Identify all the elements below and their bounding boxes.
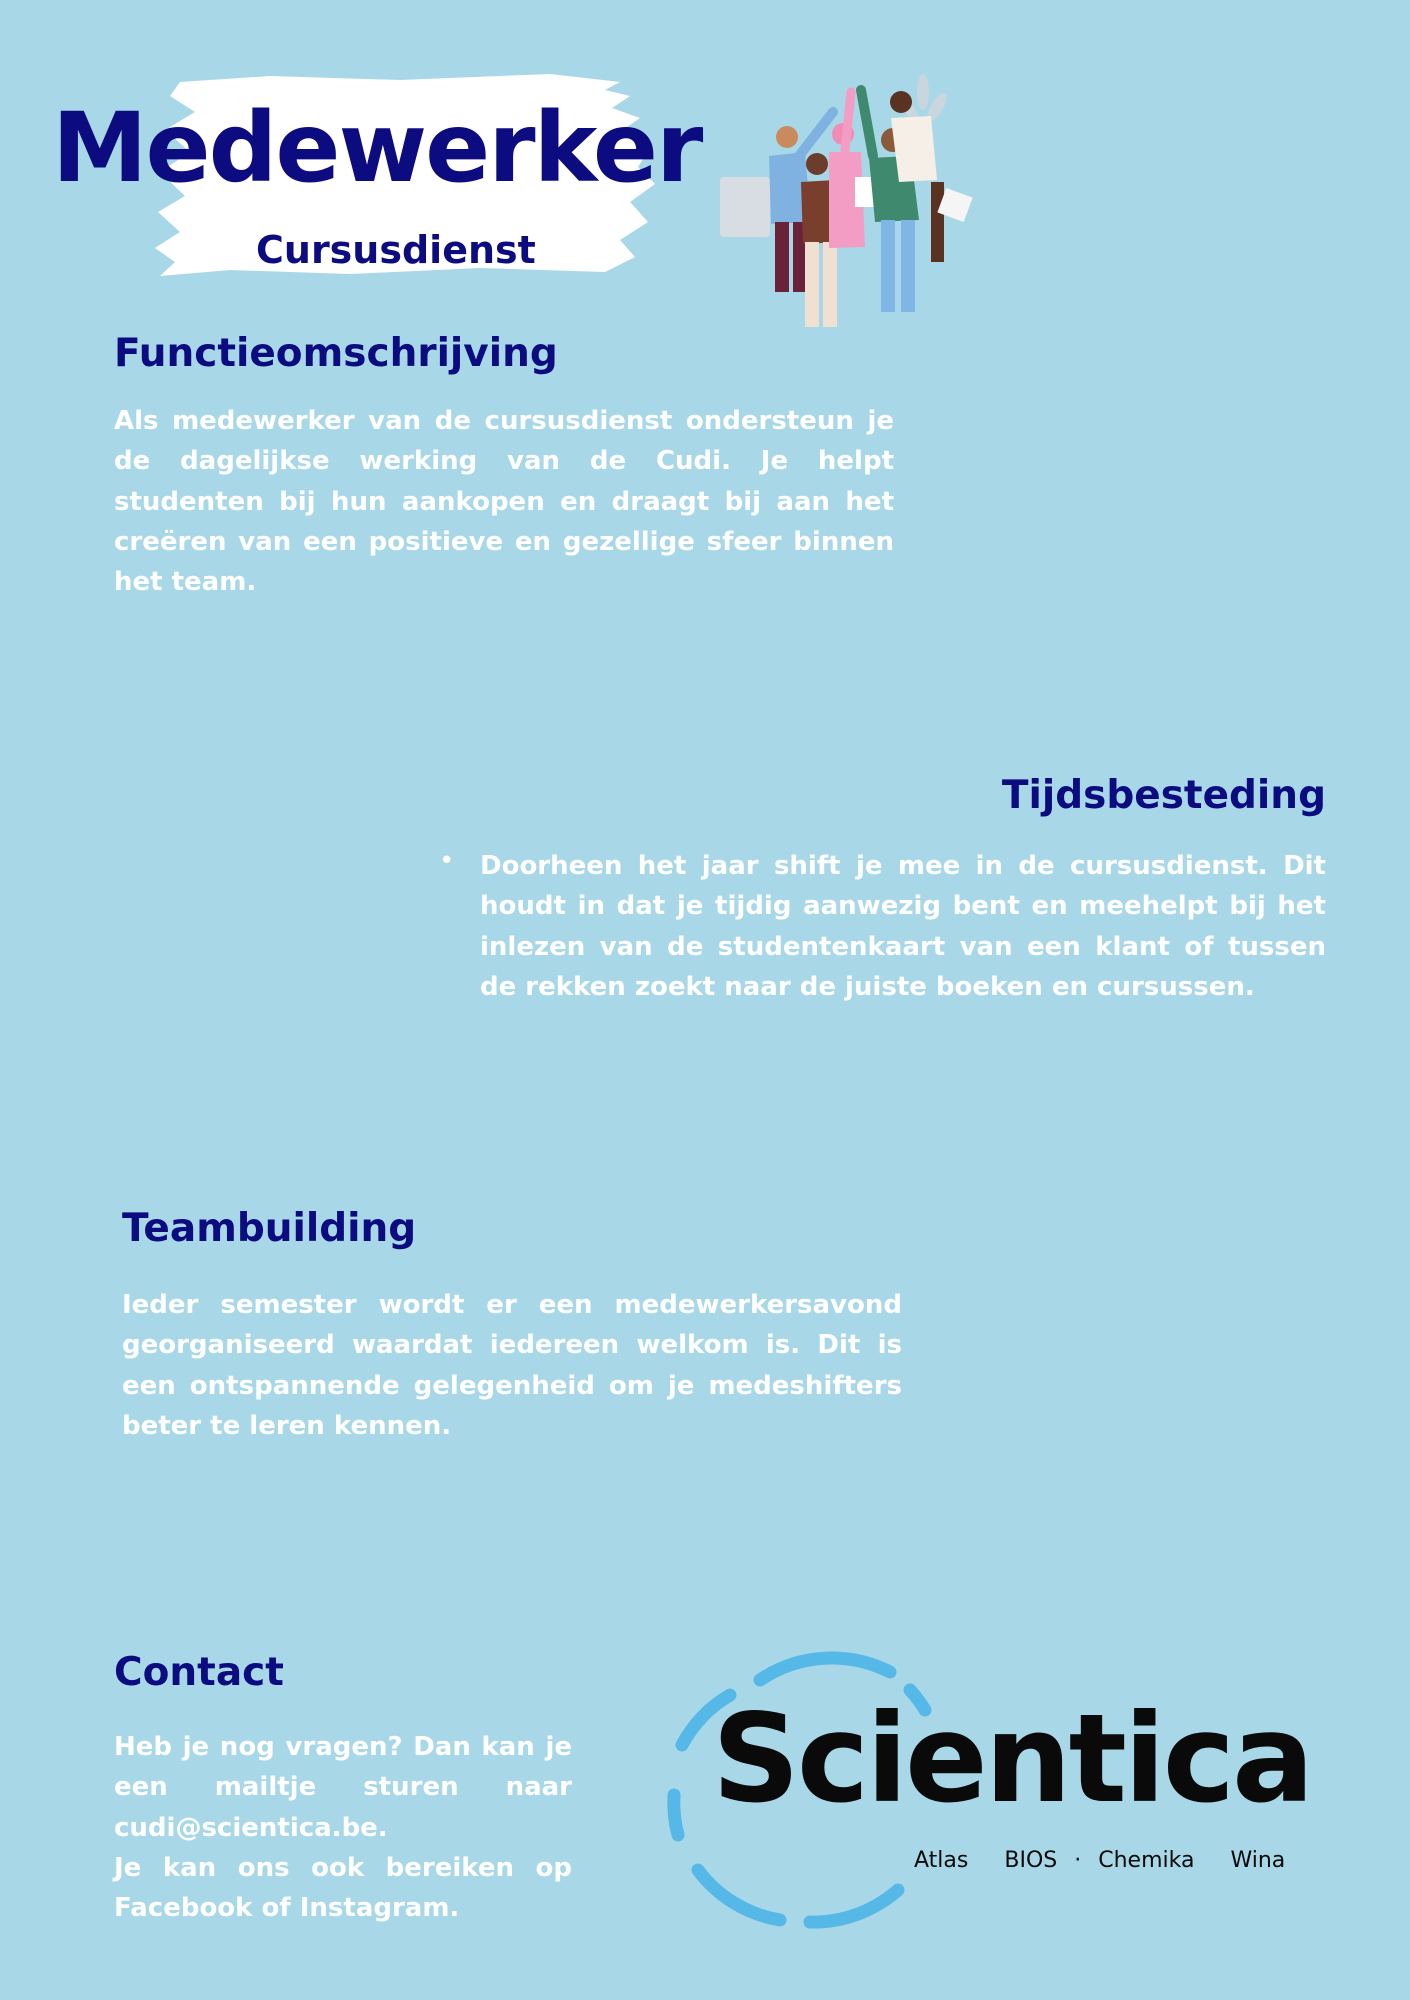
contact-line-2: Je kan ons ook bereiken op Facebook of Instagram. bbox=[114, 1852, 572, 1924]
page-title: Medewerker bbox=[52, 92, 702, 204]
section-heading-tijd: Tijdsbesteding bbox=[1001, 773, 1326, 818]
tagline-atlas: Atlas bbox=[914, 1848, 969, 1873]
tijd-bullet-text: Doorheen het jaar shift je mee in de cursusdienst. Dit houdt in dat je tijdig aanwezig bent en meehelpt bij het inlezen van de studentenkaart van een klant of tussen de rekken zoekt naar de juiste boeken en cursussen. bbox=[480, 851, 1326, 1002]
scientica-logo bbox=[660, 1650, 1320, 1935]
bullet-icon: • bbox=[439, 846, 455, 876]
tagline-bios: BIOS bbox=[1004, 1848, 1058, 1873]
logo-wordmark: Scientica bbox=[712, 1688, 1312, 1830]
section-heading-contact: Contact bbox=[114, 1650, 284, 1695]
section-heading-functie: Functieomschrijving bbox=[114, 331, 558, 376]
tagline-chemika: Chemika bbox=[1098, 1848, 1195, 1873]
functie-text: Als medewerker van de cursusdienst ondersteun je de dagelijkse werking van de Cudi. Je helpt studenten bij hun aankopen en draagt bij aan het creëren van een positieve en gezellige sfeer binnen het team. bbox=[114, 406, 894, 598]
tagline-wina: Wina bbox=[1230, 1848, 1286, 1873]
contact-text bbox=[114, 1727, 572, 1928]
page-subtitle: Cursusdienst bbox=[256, 228, 536, 272]
contact-line-1: Heb je nog vragen? Dan kan je een mailtje sturen naar cudi@scientica.be. bbox=[114, 1732, 572, 1843]
section-heading-team: Teambuilding bbox=[122, 1206, 417, 1251]
team-text: Ieder semester wordt er een medewerkersavond georganiseerd waardat iedereen welkom is. Dit is een ontspannende gelegenheid om je medeshifters beter te leren kennen. bbox=[122, 1290, 902, 1441]
tijd-bullet-list bbox=[439, 846, 1326, 1007]
logo-tagline: Atlas BIOS · Chemika Wina bbox=[914, 1848, 1286, 1873]
list-item bbox=[439, 846, 1326, 1007]
team-high-five-illustration bbox=[705, 72, 1005, 342]
